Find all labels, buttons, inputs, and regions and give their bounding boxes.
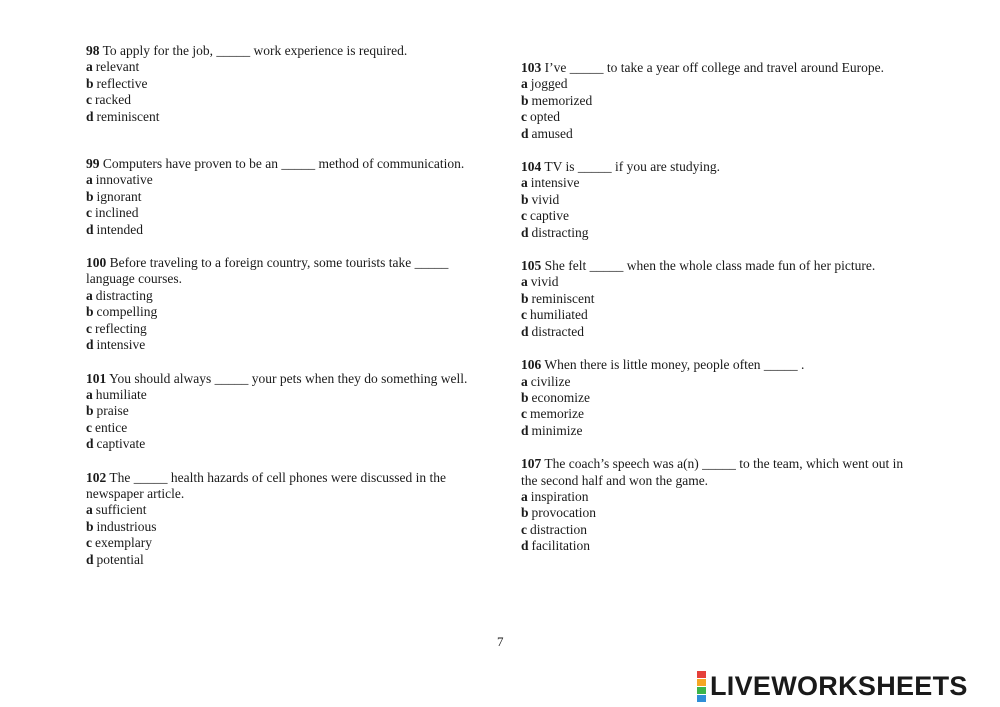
option-text: provocation: [531, 505, 596, 521]
option-letter: d: [521, 224, 529, 240]
right-question-column: [521, 60, 921, 555]
answer-option[interactable]: [521, 274, 921, 290]
question-text: Before traveling to a foreign country, some tourists take _____ language courses.: [86, 255, 452, 287]
question-text: The _____ health hazards of cell phones were discussed in the newspaper article.: [86, 469, 450, 501]
answer-option[interactable]: [521, 307, 921, 323]
answer-option[interactable]: [86, 321, 486, 337]
answer-option[interactable]: [86, 109, 486, 125]
option-text: captivate: [96, 436, 146, 452]
option-text: inspiration: [530, 488, 589, 504]
question-number: 98: [86, 43, 100, 58]
question-106: [521, 357, 921, 439]
question-107: [521, 456, 921, 554]
option-letter: a: [521, 175, 528, 191]
option-text: opted: [530, 109, 560, 125]
question-text: Computers have proven to be an _____ method of communication.: [99, 156, 465, 172]
option-letter: a: [86, 287, 93, 303]
answer-option[interactable]: [86, 222, 486, 238]
question-text: You should always _____ your pets when they do something well.: [106, 370, 468, 386]
answer-option[interactable]: [86, 420, 486, 436]
answer-option[interactable]: [521, 291, 921, 307]
liveworksheets-branding[interactable]: [697, 670, 968, 702]
answer-option[interactable]: [521, 175, 921, 191]
option-letter: b: [521, 92, 529, 108]
option-letter: c: [86, 320, 92, 336]
option-letter: c: [86, 535, 92, 551]
question-number: 105: [521, 258, 542, 274]
logo-block: [697, 687, 706, 694]
answer-option[interactable]: [86, 92, 486, 108]
answer-option[interactable]: [86, 535, 486, 551]
option-text: economize: [531, 389, 590, 405]
option-letter: a: [521, 274, 528, 290]
logo-block: [697, 671, 706, 678]
option-letter: c: [521, 109, 527, 125]
question-stem: [86, 43, 486, 59]
question-stem: [521, 159, 921, 175]
option-text: jogged: [530, 76, 568, 92]
option-text: industrious: [96, 518, 157, 534]
question-99: [86, 156, 486, 238]
question-stem: [521, 357, 921, 373]
answer-option[interactable]: [86, 552, 486, 568]
question-98: [86, 43, 486, 125]
answer-option[interactable]: [86, 59, 486, 75]
option-text: compelling: [96, 304, 158, 320]
answer-option[interactable]: [86, 76, 486, 92]
option-letter: d: [86, 108, 94, 124]
option-letter: b: [86, 518, 94, 534]
answer-option[interactable]: [521, 489, 921, 505]
option-text: intended: [96, 221, 144, 237]
question-text: TV is _____ if you are studying.: [541, 159, 720, 175]
option-text: civilize: [530, 373, 571, 389]
left-question-column: [86, 43, 486, 568]
option-text: exemplary: [95, 535, 152, 551]
option-text: humiliate: [95, 386, 147, 402]
answer-option[interactable]: [521, 93, 921, 109]
option-text: racked: [95, 92, 131, 108]
option-letter: b: [521, 290, 529, 306]
option-letter: c: [521, 521, 527, 537]
option-letter: c: [86, 205, 92, 221]
option-text: captive: [530, 208, 569, 224]
option-text: humiliated: [530, 307, 588, 323]
answer-option[interactable]: [521, 208, 921, 224]
logo-block: [697, 695, 706, 702]
question-stem: [521, 456, 921, 489]
question-text: She felt _____ when the whole class made fun of her picture.: [541, 258, 876, 274]
option-text: vivid: [531, 191, 560, 207]
option-letter: b: [86, 304, 94, 320]
option-text: intensive: [96, 337, 146, 353]
answer-option[interactable]: [86, 172, 486, 188]
question-number: 99: [86, 156, 100, 172]
option-text: memorize: [530, 406, 584, 422]
option-letter: d: [521, 125, 529, 141]
option-letter: b: [86, 75, 94, 91]
question-100: [86, 255, 486, 353]
question-text: To apply for the job, _____ work experience is required.: [99, 43, 408, 58]
question-number: 100: [86, 255, 107, 271]
option-text: sufficient: [95, 502, 147, 518]
answer-option[interactable]: [86, 436, 486, 452]
question-number: 104: [521, 159, 542, 175]
question-101: [86, 371, 486, 453]
option-letter: d: [521, 538, 529, 554]
option-text: distracting: [95, 287, 153, 303]
option-letter: c: [521, 406, 527, 422]
answer-option[interactable]: [521, 505, 921, 521]
option-letter: b: [86, 403, 94, 419]
option-letter: d: [521, 422, 529, 438]
question-stem: [86, 470, 486, 503]
liveworksheets-logo-icon: [697, 671, 706, 702]
option-letter: a: [86, 502, 93, 518]
question-number: 107: [521, 456, 542, 472]
question-text: When there is little money, people often _____ .: [541, 357, 805, 373]
brand-name: LIVEWORKSHEETS: [710, 670, 968, 701]
option-letter: c: [521, 307, 527, 323]
answer-option[interactable]: [86, 304, 486, 320]
question-stem: [86, 156, 486, 172]
option-letter: d: [86, 436, 94, 452]
answer-option[interactable]: [86, 288, 486, 304]
option-text: praise: [96, 403, 129, 419]
question-104: [521, 159, 921, 241]
option-text: reflecting: [95, 320, 147, 336]
question-102: [86, 470, 486, 568]
answer-option[interactable]: [521, 324, 921, 340]
option-letter: a: [521, 76, 528, 92]
option-letter: d: [86, 551, 94, 567]
answer-option[interactable]: [521, 390, 921, 406]
option-text: ignorant: [96, 188, 142, 204]
question-stem: [521, 60, 921, 76]
answer-option[interactable]: [521, 538, 921, 554]
logo-block: [697, 679, 706, 686]
option-text: reflective: [96, 75, 148, 91]
option-text: minimize: [531, 422, 583, 438]
answer-option[interactable]: [86, 403, 486, 419]
answer-option[interactable]: [521, 423, 921, 439]
option-letter: a: [86, 386, 93, 402]
question-103: [521, 60, 921, 142]
answer-option[interactable]: [521, 225, 921, 241]
option-letter: c: [521, 208, 527, 224]
option-letter: b: [86, 188, 94, 204]
option-letter: b: [521, 191, 529, 207]
question-105: [521, 258, 921, 340]
answer-option[interactable]: [521, 126, 921, 142]
answer-option[interactable]: [521, 406, 921, 422]
answer-option[interactable]: [521, 374, 921, 390]
question-number: 103: [521, 60, 542, 75]
question-stem: [521, 258, 921, 274]
question-text: The coach’s speech was a(n) _____ to the team, which went out in the second half and won the game.: [521, 456, 907, 488]
option-letter: a: [86, 172, 93, 188]
question-stem: [86, 255, 486, 288]
option-letter: b: [521, 505, 529, 521]
option-text: amused: [531, 125, 573, 141]
option-text: memorized: [531, 92, 593, 108]
option-letter: a: [521, 488, 528, 504]
option-text: potential: [96, 551, 144, 567]
option-text: entice: [95, 419, 128, 435]
question-stem: [86, 371, 486, 387]
question-number: 102: [86, 469, 107, 485]
option-text: innovative: [95, 172, 153, 188]
answer-option[interactable]: [86, 205, 486, 221]
answer-option[interactable]: [86, 502, 486, 518]
option-text: distraction: [530, 521, 587, 537]
option-text: distracting: [531, 224, 589, 240]
option-letter: c: [86, 419, 92, 435]
option-letter: a: [521, 373, 528, 389]
option-letter: d: [86, 337, 94, 353]
option-letter: b: [521, 389, 529, 405]
option-text: reminiscent: [96, 108, 160, 124]
option-text: inclined: [95, 205, 139, 221]
question-text: I’ve _____ to take a year off college and travel around Europe.: [541, 60, 884, 75]
option-letter: c: [86, 92, 92, 108]
option-text: distracted: [531, 323, 584, 339]
answer-option[interactable]: [86, 337, 486, 353]
option-text: facilitation: [531, 538, 590, 554]
option-text: vivid: [530, 274, 559, 290]
option-text: reminiscent: [531, 290, 595, 306]
option-letter: d: [86, 221, 94, 237]
answer-option[interactable]: [86, 387, 486, 403]
page-number: 7: [497, 634, 504, 649]
answer-option[interactable]: [86, 519, 486, 535]
answer-option[interactable]: [521, 109, 921, 125]
option-text: intensive: [530, 175, 580, 191]
question-number: 101: [86, 370, 107, 386]
option-text: relevant: [95, 59, 140, 75]
answer-option[interactable]: [521, 76, 921, 92]
option-letter: a: [86, 59, 93, 75]
answer-option[interactable]: [86, 189, 486, 205]
answer-option[interactable]: [521, 522, 921, 538]
answer-option[interactable]: [521, 192, 921, 208]
question-number: 106: [521, 357, 542, 373]
option-letter: d: [521, 323, 529, 339]
